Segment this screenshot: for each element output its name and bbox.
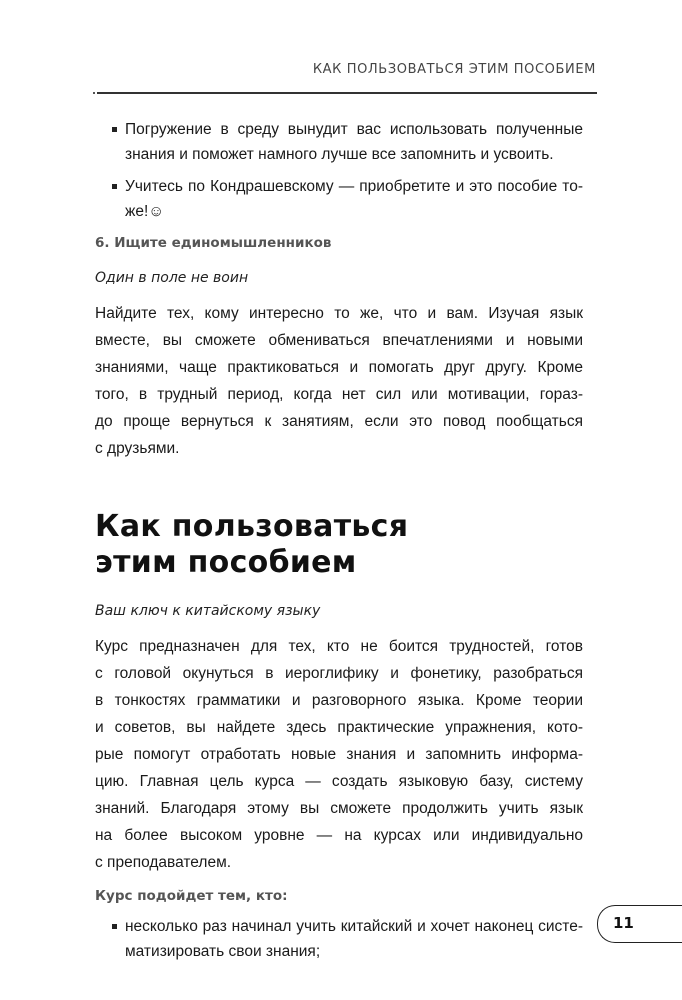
paragraph-line: Найдите тех, кому интересно то же, что и вам. Изучая язык xyxy=(95,305,583,322)
section-epigraph: Один в поле не воин xyxy=(95,270,249,286)
square-bullet-icon xyxy=(112,924,117,929)
paragraph-line: цию. Главная цель курса — создать языковую базу, систему xyxy=(95,773,583,790)
paragraph-line: на более высоком уровне — на курсах или индивидуально xyxy=(95,827,583,844)
top-bullet-list xyxy=(95,117,583,224)
header-rule-dot xyxy=(93,92,95,94)
page-number-tab xyxy=(597,905,682,943)
chapter-paragraph xyxy=(95,633,583,876)
paragraph-line: вместе, вы сможете обмениваться впечатлениями и новыми xyxy=(95,332,583,349)
paragraph-line: в тонкостях грамматики и разговорного языка. Кроме теории xyxy=(95,692,583,709)
page-content xyxy=(95,117,583,971)
list-item xyxy=(95,914,583,964)
list-item-line: матизировать свои знания; xyxy=(125,943,321,960)
section-heading: 6. Ищите единомышленников xyxy=(95,235,332,251)
paragraph-line: с преподавателем. xyxy=(95,854,232,871)
paragraph-line: знаний. Благодаря этому вы сможете продолжить учить язык xyxy=(95,800,583,817)
paragraph-line: с головой окунуться в иероглифику и фонетику, разобраться xyxy=(95,665,583,682)
page-number: 11 xyxy=(613,914,634,932)
paragraph-line: рые помогут отработать новые знания и запомнить информа- xyxy=(95,746,583,763)
header-rule xyxy=(97,92,597,94)
running-head: КАК ПОЛЬЗОВАТЬСЯ ЭТИМ ПОСОБИЕМ xyxy=(312,62,596,77)
square-bullet-icon xyxy=(112,184,117,189)
paragraph-line: до проще вернуться к занятиям, если это повод пообщаться xyxy=(95,413,583,430)
paragraph-line: знаниями, чаще практиковаться и помогать друг другу. Кроме xyxy=(95,359,583,376)
list-item xyxy=(95,117,583,167)
list-item-line: Учитесь по Кондрашевскому — приобретите и это пособие то- xyxy=(125,178,583,195)
list-item-line: же!☺ xyxy=(125,203,165,220)
paragraph-line: и советов, вы найдете здесь практические упражнения, кото- xyxy=(95,719,583,736)
paragraph-line: с друзьями. xyxy=(95,440,180,457)
list-heading: Курс подойдет тем, кто: xyxy=(95,888,288,904)
list-item-line: знания и поможет намного лучше все запомнить и усвоить. xyxy=(125,146,554,163)
list-item-line: Погружение в среду вынудит вас использовать полученные xyxy=(125,121,583,138)
paragraph-line: того, в трудный период, когда нет сил или мотивации, гораз- xyxy=(95,386,583,403)
chapter-epigraph: Ваш ключ к китайскому языку xyxy=(95,603,321,619)
paragraph-line: Курс предназначен для тех, кто не боится трудностей, готов xyxy=(95,638,583,655)
square-bullet-icon xyxy=(112,127,117,132)
audience-bullet-list xyxy=(95,914,583,964)
section-paragraph xyxy=(95,300,583,462)
chapter-title-line: Как пользоваться xyxy=(95,509,409,544)
chapter-title-line: этим пособием xyxy=(95,545,357,580)
list-item xyxy=(95,174,583,224)
chapter-title xyxy=(95,509,583,581)
list-item-line: несколько раз начинал учить китайский и хочет наконец систе- xyxy=(125,918,583,935)
